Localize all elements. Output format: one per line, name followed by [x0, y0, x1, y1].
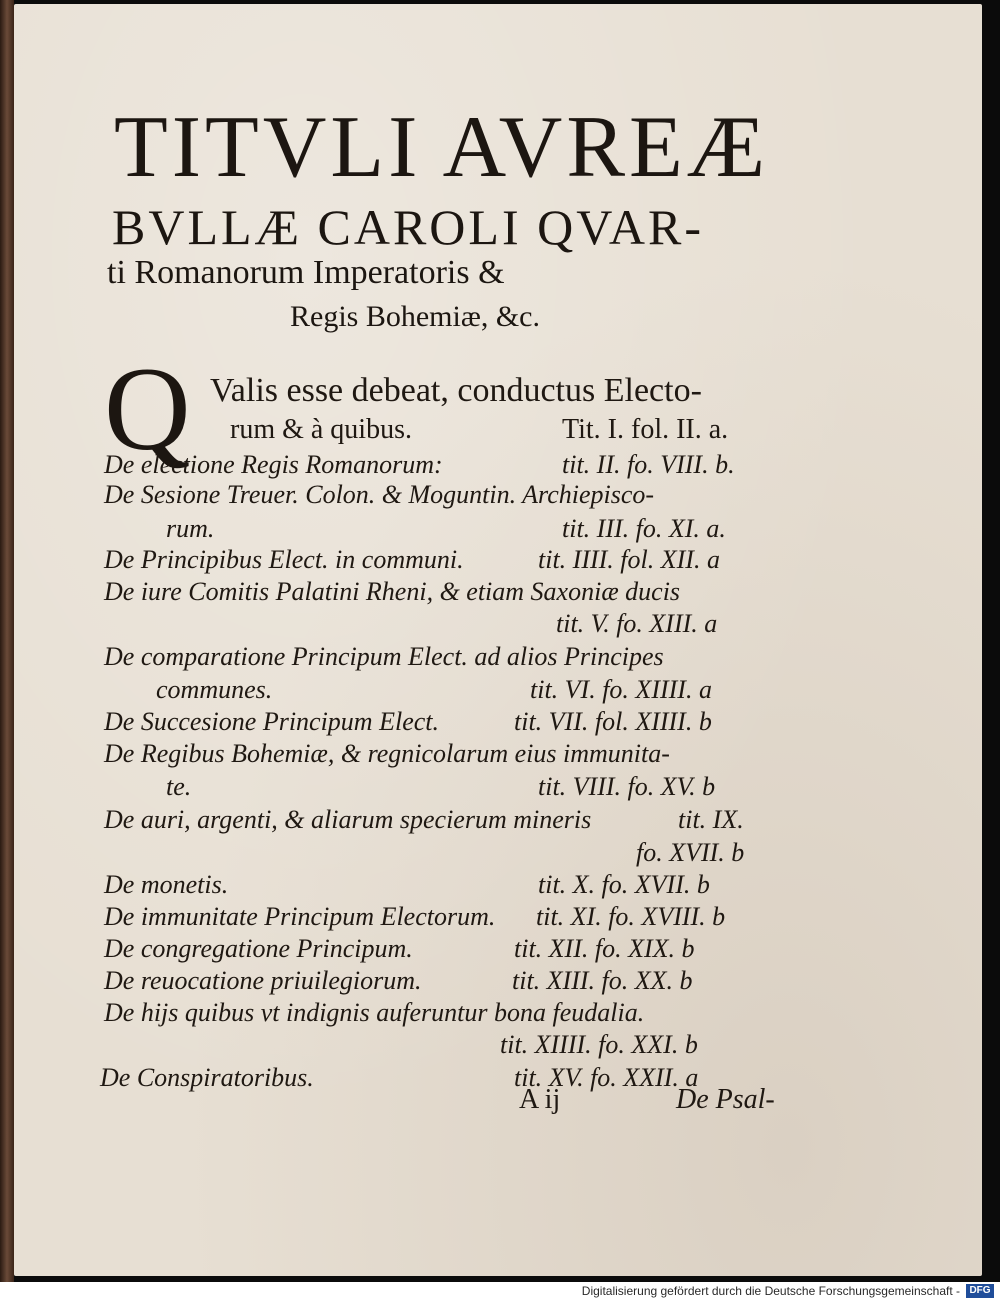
toc-entry-text: De auri, argenti, & aliarum specierum mineris	[104, 805, 592, 834]
toc-entry-ref: tit. XV. fo. XXII. a	[514, 1063, 699, 1092]
toc-entry-ref: tit. XIII. fo. XX. b	[512, 966, 693, 995]
credit-text: Digitalisierung gefördert durch die Deutsche Forschungsgemeinschaft -	[581, 1284, 960, 1298]
toc-entry-ref: tit. IX.	[678, 805, 744, 834]
title-subline: ti Romanorum Imperatoris &	[107, 254, 505, 291]
toc-entry-ref: tit. III. fo. XI. a.	[562, 514, 726, 543]
catchword: De Psal-	[676, 1084, 775, 1115]
toc-entry-ref: tit. VII. fol. XIIII. b	[514, 707, 712, 736]
book-page	[14, 4, 982, 1276]
page-title: TITVLI AVREÆ	[114, 99, 770, 196]
toc-entry-ref: tit. VIII. fo. XV. b	[538, 772, 716, 801]
toc-entry-text: communes.	[156, 675, 273, 704]
drop-cap: Q	[104, 342, 191, 475]
toc-entry-text: De monetis.	[104, 870, 229, 899]
toc-entry-ref: tit. X. fo. XVII. b	[538, 870, 710, 899]
toc-entry-ref: tit. XIIII. fo. XXI. b	[500, 1030, 698, 1059]
toc-entry-text: De Conspiratoribus.	[100, 1063, 314, 1092]
toc-entry-text: Valis esse debeat, conductus Electo-	[210, 372, 702, 409]
toc-entry-ref: tit. XII. fo. XIX. b	[514, 934, 695, 963]
toc-entry-ref: tit. II. fo. VIII. b.	[562, 450, 735, 479]
toc-entry-text: De immunitate Principum Electorum.	[104, 902, 496, 931]
signature-mark: A ij	[519, 1084, 561, 1115]
toc-entry-text: De Regibus Bohemiæ, & regnicolarum eius immunita-	[104, 739, 670, 768]
toc-entry-text: De hijs quibus vt indignis auferuntur bona feudalia.	[104, 998, 645, 1027]
toc-entry-text: rum.	[166, 514, 215, 543]
toc-entry-text: De Principibus Elect. in communi.	[104, 545, 464, 574]
toc-entry-text: De comparatione Principum Elect. ad alios Principes	[104, 642, 664, 671]
toc-entry-text: te.	[166, 772, 192, 801]
title-subline: Regis Bohemiæ, &c.	[290, 300, 540, 333]
toc-entry-text: De reuocatione priuilegiorum.	[104, 966, 422, 995]
dfg-logo-icon: DFG	[966, 1284, 994, 1298]
toc-entry-text: De Sesione Treuer. Colon. & Moguntin. Archiepisco-	[104, 480, 655, 509]
toc-entry-text: De iure Comitis Palatini Rheni, & etiam Saxoniæ ducis	[104, 577, 681, 606]
toc-entry-text: De Succesione Principum Elect.	[104, 707, 439, 736]
title-subline: BVLLÆ CAROLI QVAR-	[112, 199, 704, 255]
credit-bar	[0, 1282, 1000, 1300]
toc-entry-text: De congregatione Principum.	[104, 934, 413, 963]
book-binding-edge	[0, 0, 14, 1282]
toc-entry-ref: tit. V. fo. XIII. a	[556, 609, 718, 638]
toc-entry-ref: Tit. I. fol. II. a.	[562, 414, 729, 445]
toc-entry-ref: tit. IIII. fol. XII. a	[538, 545, 720, 574]
toc-entry-ref: fo. XVII. b	[636, 838, 745, 867]
toc-entry-ref: tit. VI. fo. XIIII. a	[530, 675, 712, 704]
toc-entry-text: rum & à quibus.	[230, 414, 412, 445]
toc-entry-text: De electione Regis Romanorum:	[104, 450, 443, 479]
toc-entry-ref: tit. XI. fo. XVIII. b	[536, 902, 726, 931]
